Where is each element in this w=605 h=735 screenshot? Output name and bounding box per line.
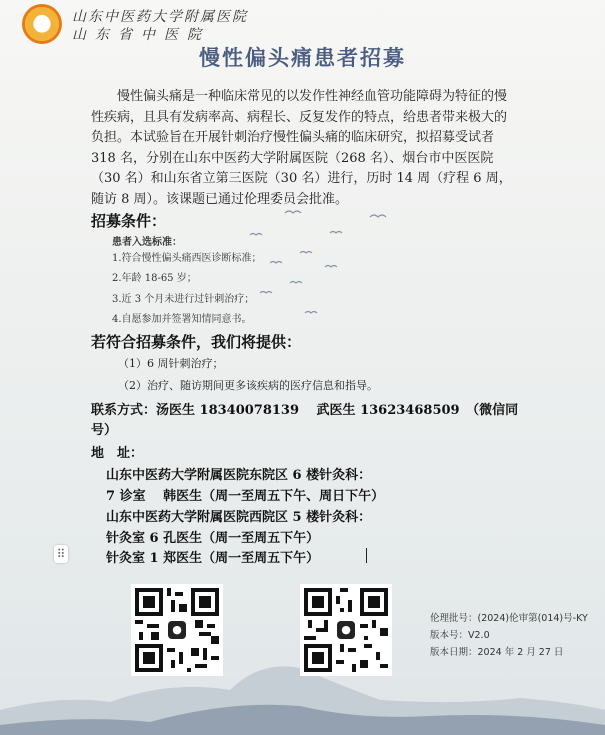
criteria-item: 2.年龄 18-65 岁；	[112, 273, 197, 284]
address-line: 7 诊室 韩医生（周一至周五下午、周日下午）	[106, 489, 385, 504]
criteria-item: 3.近 3 个月未进行过针刺治疗；	[112, 294, 255, 305]
birds-decoration	[230, 205, 420, 325]
criteria-item: 4.自愿参加并签署知情同意书。	[112, 314, 252, 325]
address-line: 山东中医药大学附属医院西院区 5 楼针灸科：	[106, 510, 372, 525]
address-line: 山东中医药大学附属医院东院区 6 楼针灸科：	[106, 468, 372, 483]
ethics-number: 伦理批号：(2024)伦审第(014)号-KY	[430, 613, 588, 624]
wechat-icon: ●	[168, 621, 186, 639]
version-number: 版本号：V2.0	[430, 630, 490, 641]
qr-code-icon	[300, 584, 392, 676]
address-line: 针灸室 1 郑医生（周一至周五下午）	[106, 551, 320, 566]
contact-info: 联系方式：汤医生 18340078139 武医生 13623468509 （微信同号）	[91, 403, 519, 438]
qr-code-icon	[131, 584, 223, 676]
drag-handle-icon[interactable]: ⠿	[54, 545, 68, 563]
intro-paragraph: 慢性偏头痛是一种临床常见的以发作性神经血管功能障碍为特征的慢性疾病，且具有发病率高、病程长、反复发作的特点，给患者带来极大的负担。本试验旨在开展针刺治疗慢性偏头痛的临床研究，拟招募受试者 318 名，分别在山东中医药大学附属医院（268 名）、烟台市中医医院（30 名）和山东省立第三医院（30 名）进行，历时 14 周（疗程 6 周，随访 8 周）。该课题已通过伦理委员会批准。	[91, 89, 512, 207]
offer-item: （1）6 周针刺治疗；	[118, 357, 224, 370]
address-line: 针灸室 6 孔医生（周一至周五下午）	[106, 531, 320, 546]
hospital-logo-icon: ☯	[22, 4, 62, 44]
offer-item: （2）治疗、随访期间更多该疾病的医疗信息和指导。	[118, 379, 378, 392]
text-cursor	[366, 548, 367, 563]
criteria-item: 1.符合慢性偏头痛西医诊断标准；	[112, 253, 262, 264]
page-title: 慢性偏头痛患者招募	[199, 45, 406, 70]
offer-heading: 若符合招募条件，我们将提供：	[91, 333, 302, 351]
conditions-heading: 招募条件：	[91, 212, 167, 230]
hospital-name-line1: 山东中医药大学附属医院	[72, 9, 248, 25]
wechat-icon: ●	[337, 621, 355, 639]
inclusion-criteria-subheading: 患者入选标准：	[112, 237, 182, 248]
hospital-name-line2: 山东省中医院	[72, 27, 210, 43]
version-date: 版本日期：2024 年 2 月 27 日	[430, 647, 564, 658]
address-label: 地 址：	[91, 446, 144, 461]
